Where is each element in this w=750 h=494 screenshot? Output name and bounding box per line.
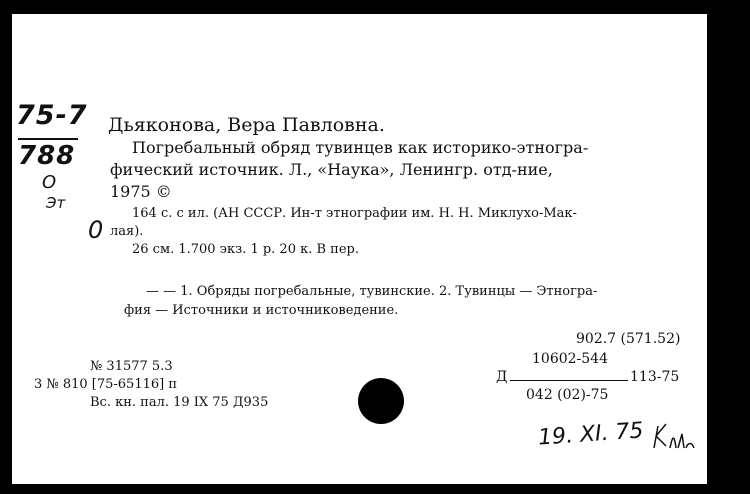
registry-line-3: Вс. кн. пал. 19 IX 75 Д935 xyxy=(90,395,269,410)
call-number-mark-1: О xyxy=(42,172,57,193)
call-number-bottom: 788 xyxy=(18,141,76,171)
index-top: 10602-544 xyxy=(532,351,608,367)
subjects-line-1: — — 1. Обряды погребальные, тувинские. 2. Тувинцы — Этногра- xyxy=(146,284,598,299)
subjects-line-2: фия — Источники и источниковедение. xyxy=(124,303,399,318)
registry-line-1: № 31577 5.3 xyxy=(90,359,173,374)
registry-line-2: 3 № 810 [75-65116] п xyxy=(34,377,178,392)
bbk-index: 902.7 (571.52) xyxy=(576,331,681,347)
title-line-1: Погребальный обряд тувинцев как историко-этногра- xyxy=(132,138,589,157)
catalog-card xyxy=(12,14,707,484)
punch-hole xyxy=(358,378,404,424)
index-right: 113-75 xyxy=(630,369,680,385)
title-line-3: 1975 © xyxy=(110,182,172,201)
index-prefix: Д xyxy=(496,369,508,385)
handwritten-signature-icon xyxy=(648,418,698,458)
index-bottom: 042 (02)-75 xyxy=(526,387,609,403)
call-number-mark-3: 0 xyxy=(88,216,104,244)
title-line-2: фический источник. Л., «Наука», Ленингр. отд-ние, xyxy=(110,160,553,179)
handwritten-date: 19. XI. 75 xyxy=(537,418,645,451)
physical-description-line-3: 26 см. 1.700 экз. 1 р. 20 к. В пер. xyxy=(132,242,359,257)
call-number-mark-2: Эт xyxy=(46,194,66,212)
author-heading: Дьяконова, Вера Павловна. xyxy=(108,114,385,136)
call-number-underline xyxy=(18,138,78,140)
index-divider xyxy=(510,380,628,381)
physical-description-line-2: лая). xyxy=(110,224,144,239)
call-number-top: 75-7 xyxy=(16,100,88,131)
physical-description-line-1: 164 с. с ил. (АН СССР. Ин-т этнографии им. Н. Н. Миклухо-Мак- xyxy=(132,206,577,221)
